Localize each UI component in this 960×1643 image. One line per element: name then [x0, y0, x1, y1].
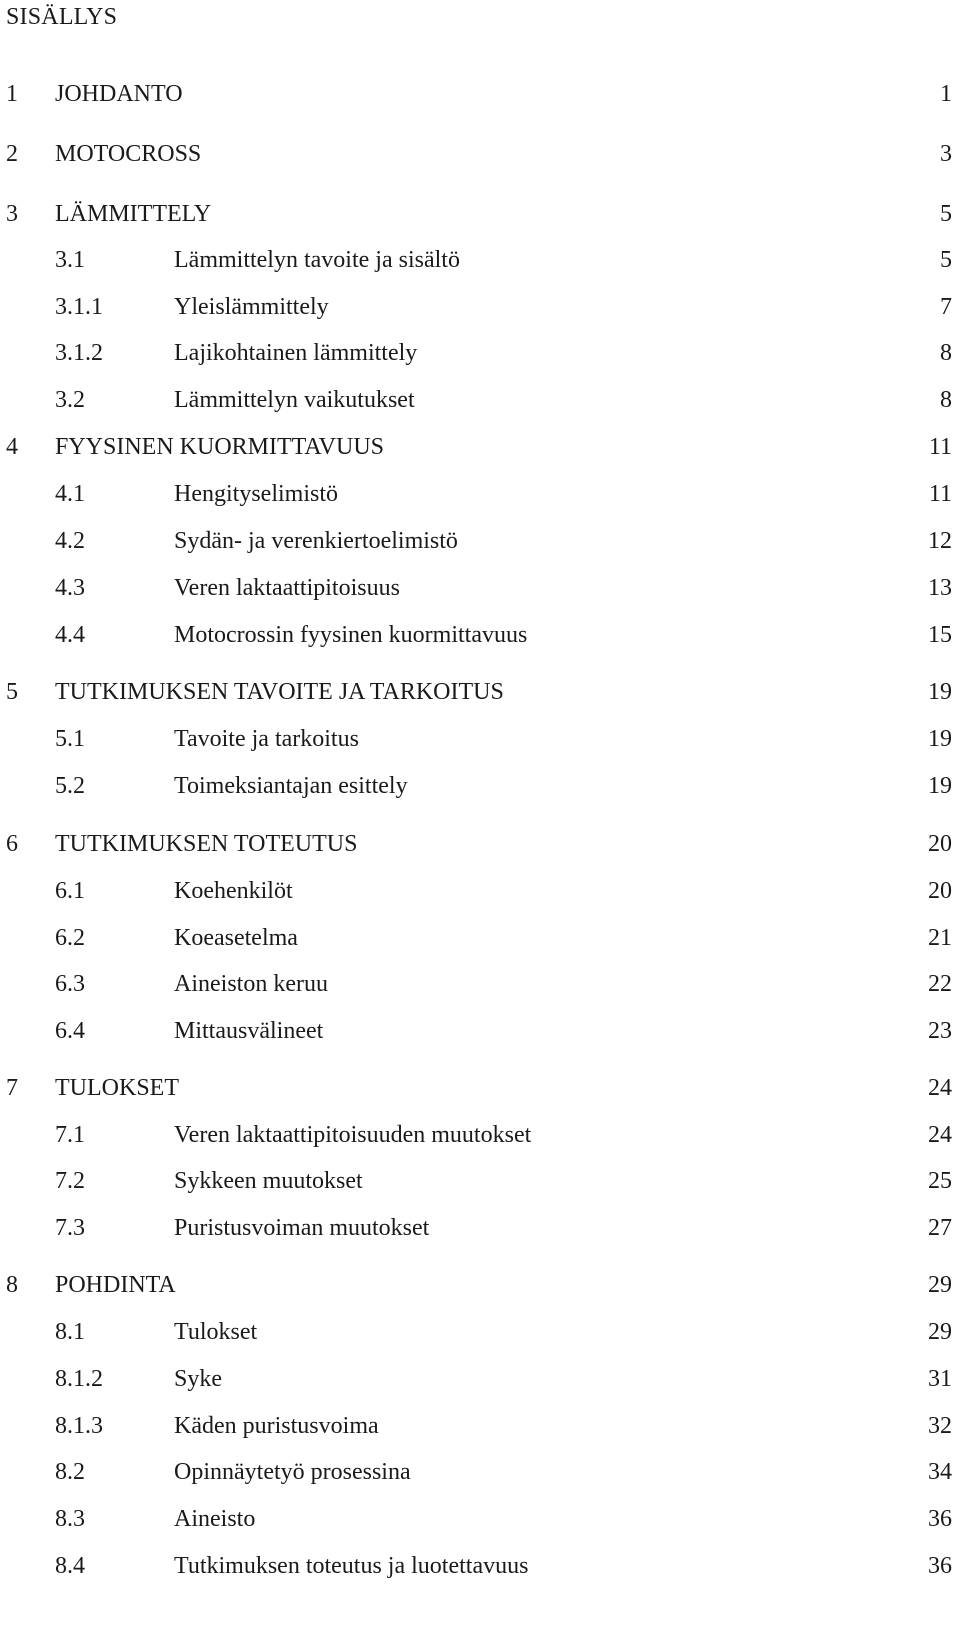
toc-entry[interactable] — [0, 1503, 960, 1535]
toc-entry-page-number: 24 — [928, 1075, 952, 1101]
toc-entry[interactable] — [0, 431, 960, 463]
toc-entry-page-number: 31 — [928, 1366, 952, 1392]
toc-entry-label: Tavoite ja tarkoitus — [174, 726, 359, 752]
toc-entry-number: 3 — [6, 201, 18, 227]
toc-entry-label: Veren laktaattipitoisuus — [174, 575, 400, 601]
toc-entry[interactable] — [0, 291, 960, 323]
toc-entry-page-number: 20 — [928, 878, 952, 904]
toc-entry[interactable] — [0, 1316, 960, 1348]
toc-entry-label: Mittausvälineet — [174, 1018, 324, 1044]
toc-entry-number: 8.1.2 — [55, 1366, 103, 1392]
toc-entry-page-number: 36 — [928, 1553, 952, 1579]
toc-entry-number: 7.1 — [55, 1122, 85, 1148]
toc-entry[interactable] — [0, 478, 960, 510]
toc-entry-number: 8 — [6, 1272, 18, 1298]
toc-entry-number: 6 — [6, 831, 18, 857]
toc-entry[interactable] — [0, 337, 960, 369]
toc-entry[interactable] — [0, 244, 960, 276]
toc-entry-number: 1 — [6, 81, 18, 107]
toc-entry[interactable] — [0, 968, 960, 1000]
toc-entry[interactable] — [0, 1363, 960, 1395]
toc-entry[interactable] — [0, 770, 960, 802]
toc-entry-number: 6.4 — [55, 1018, 85, 1044]
toc-entry[interactable] — [0, 78, 960, 110]
toc-entry-number: 3.1.1 — [55, 294, 103, 320]
toc-entry-number: 3.2 — [55, 387, 85, 413]
toc-entry-label: Sykkeen muutokset — [174, 1168, 363, 1194]
toc-entry-page-number: 36 — [928, 1506, 952, 1532]
toc-entry-page-number: 34 — [928, 1459, 952, 1485]
toc-entry-number: 4 — [6, 434, 18, 460]
toc-entry-label: Koehenkilöt — [174, 878, 293, 904]
toc-entry-number: 2 — [6, 141, 18, 167]
toc-entry-page-number: 19 — [928, 726, 952, 752]
toc-entry-page-number: 19 — [928, 773, 952, 799]
toc-entry-page-number: 19 — [928, 679, 952, 705]
toc-entry-number: 5 — [6, 679, 18, 705]
toc-entry-label: Tulokset — [174, 1319, 258, 1345]
toc-entry[interactable] — [0, 922, 960, 954]
toc-entry-label: JOHDANTO — [55, 81, 183, 107]
toc-entry[interactable] — [0, 138, 960, 170]
toc-entry-page-number: 24 — [928, 1122, 952, 1148]
toc-entry[interactable] — [0, 619, 960, 651]
toc-entry[interactable] — [0, 1456, 960, 1488]
toc-entry[interactable] — [0, 572, 960, 604]
toc-entry-label: Hengityselimistö — [174, 481, 338, 507]
toc-entry-number: 7.3 — [55, 1215, 85, 1241]
toc-entry-label: Motocrossin fyysinen kuormittavuus — [174, 622, 528, 648]
toc-entry[interactable] — [0, 525, 960, 557]
toc-entry-page-number: 12 — [928, 528, 952, 554]
toc-entry-number: 6.1 — [55, 878, 85, 904]
toc-entry-label: TUTKIMUKSEN TAVOITE JA TARKOITUS — [55, 679, 504, 705]
toc-entry[interactable] — [0, 1119, 960, 1151]
toc-entry-label: Opinnäytetyö prosessina — [174, 1459, 411, 1485]
toc-entry-page-number: 29 — [928, 1319, 952, 1345]
toc-entry-label: Lämmittelyn vaikutukset — [174, 387, 415, 413]
toc-entry-number: 5.1 — [55, 726, 85, 752]
toc-entry-label: Koeasetelma — [174, 925, 298, 951]
toc-entry-number: 6.2 — [55, 925, 85, 951]
toc-entry-number: 8.1.3 — [55, 1413, 103, 1439]
toc-entry-number: 4.1 — [55, 481, 85, 507]
toc-entry-page-number: 8 — [940, 387, 952, 413]
toc-entry-number: 8.3 — [55, 1506, 85, 1532]
toc-entry-page-number: 3 — [940, 141, 952, 167]
toc-entry-number: 3.1.2 — [55, 340, 103, 366]
toc-entry-label: LÄMMITTELY — [55, 201, 212, 227]
toc-entry-page-number: 23 — [928, 1018, 952, 1044]
toc-entry[interactable] — [0, 1015, 960, 1047]
toc-entry[interactable] — [0, 1072, 960, 1104]
toc-entry-page-number: 21 — [928, 925, 952, 951]
toc-entry-page-number: 8 — [940, 340, 952, 366]
toc-entry[interactable] — [0, 1550, 960, 1582]
toc-entry-number: 8.4 — [55, 1553, 85, 1579]
toc-entry[interactable] — [0, 676, 960, 708]
toc-entry-label: Käden puristusvoima — [174, 1413, 379, 1439]
toc-entry-number: 8.1 — [55, 1319, 85, 1345]
toc-entry-page-number: 11 — [928, 434, 952, 460]
toc-entry-label: Yleislämmittely — [174, 294, 329, 320]
toc-entry-label: Toimeksiantajan esittely — [174, 773, 408, 799]
toc-entry-number: 5.2 — [55, 773, 85, 799]
toc-entry[interactable] — [0, 828, 960, 860]
toc-entry-label: Syke — [174, 1366, 222, 1392]
toc-entry-label: FYYSINEN KUORMITTAVUUS — [55, 434, 384, 460]
toc-entry-page-number: 20 — [928, 831, 952, 857]
toc-entry-label: MOTOCROSS — [55, 141, 202, 167]
toc-entry-number: 6.3 — [55, 971, 85, 997]
page-title: SISÄLLYS — [6, 4, 118, 30]
toc-entry-label: Lämmittelyn tavoite ja sisältö — [174, 247, 460, 273]
toc-entry-page-number: 29 — [928, 1272, 952, 1298]
toc-entry-label: Aineisto — [174, 1506, 256, 1532]
toc-entry-number: 4.3 — [55, 575, 85, 601]
toc-entry[interactable] — [0, 198, 960, 230]
toc-entry[interactable] — [0, 875, 960, 907]
toc-entry-number: 7 — [6, 1075, 18, 1101]
toc-entry-number: 8.2 — [55, 1459, 85, 1485]
toc-entry[interactable] — [0, 1212, 960, 1244]
toc-entry-label: Aineiston keruu — [174, 971, 328, 997]
toc-entry-label: Puristusvoiman muutokset — [174, 1215, 430, 1241]
toc-entry-label: Tutkimuksen toteutus ja luotettavuus — [174, 1553, 529, 1579]
toc-entry-label: Lajikohtainen lämmittely — [174, 340, 418, 366]
toc-entry[interactable] — [0, 723, 960, 755]
toc-entry-page-number: 11 — [928, 481, 952, 507]
toc-entry-label: TUTKIMUKSEN TOTEUTUS — [55, 831, 358, 857]
toc-entry-page-number: 13 — [928, 575, 952, 601]
toc-entry-label: Sydän- ja verenkiertoelimistö — [174, 528, 458, 554]
toc-entry-page-number: 27 — [928, 1215, 952, 1241]
toc-entry[interactable] — [0, 1269, 960, 1301]
toc-entry-page-number: 7 — [940, 294, 952, 320]
toc-entry-page-number: 5 — [940, 201, 952, 227]
toc-entry-page-number: 15 — [928, 622, 952, 648]
toc-entry[interactable] — [0, 384, 960, 416]
toc-entry-page-number: 25 — [928, 1168, 952, 1194]
toc-entry-page-number: 22 — [928, 971, 952, 997]
toc-entry-label: POHDINTA — [55, 1272, 176, 1298]
toc-entry-number: 7.2 — [55, 1168, 85, 1194]
toc-entry-label: Veren laktaattipitoisuuden muutokset — [174, 1122, 532, 1148]
toc-entry-page-number: 32 — [928, 1413, 952, 1439]
toc-entry-page-number: 5 — [940, 247, 952, 273]
toc-entry[interactable] — [0, 1165, 960, 1197]
toc-entry-label: TULOKSET — [55, 1075, 179, 1101]
toc-entry-number: 4.4 — [55, 622, 85, 648]
toc-entry-number: 4.2 — [55, 528, 85, 554]
toc-entry[interactable] — [0, 1410, 960, 1442]
toc-entry-number: 3.1 — [55, 247, 85, 273]
toc-entry-page-number: 1 — [940, 81, 952, 107]
